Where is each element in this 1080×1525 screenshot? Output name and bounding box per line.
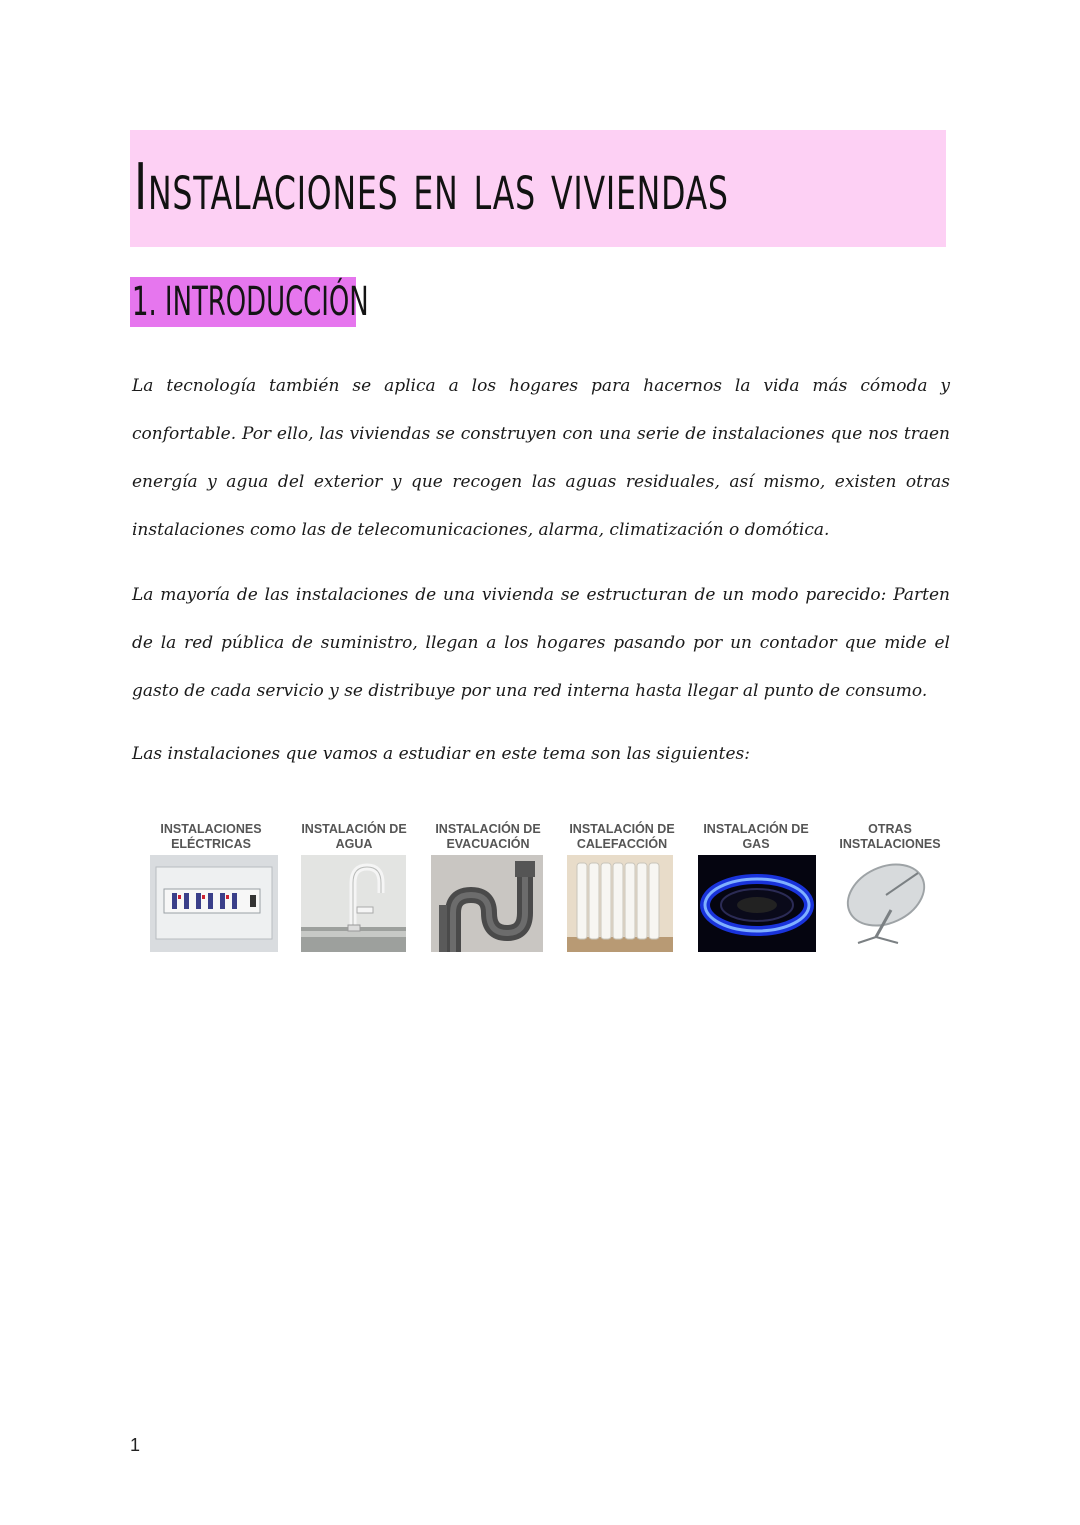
installation-caption: INSTALACIÓN DE GAS	[703, 822, 809, 851]
gas-flame-icon	[698, 855, 816, 952]
installation-item-electrical	[140, 822, 282, 854]
installation-item-water	[292, 822, 416, 854]
paragraph-structure: La mayoría de las instalaciones de una vivienda se estructuran de un modo parecido: Parten de la red pública de suministro, llegan a los hogares pasando por un contador que mide el gasto de cada servicio y se distribuye por una red interna hasta llegar al punto de consumo.	[132, 585, 950, 701]
installation-caption: INSTALACIÓN DE AGUA	[301, 822, 407, 851]
installation-item-gas	[694, 822, 818, 854]
page-title: Instalaciones en las viviendas	[134, 151, 729, 225]
installations-gallery	[140, 822, 950, 962]
satellite-dish-icon	[836, 855, 942, 952]
page-number: 1	[130, 1435, 141, 1455]
drain-pipe-icon	[431, 855, 543, 952]
installation-caption: OTRAS INSTALACIONES	[839, 822, 941, 851]
section-heading: 1. INTRODUCCIÓN	[132, 279, 369, 325]
section-highlight	[130, 277, 369, 327]
paragraph-intro: La tecnología también se aplica a los hogares para hacernos la vida más cómoda y confortable. Por ello, las viviendas se construyen con una serie de instalaciones que nos traen energía y agua del exterior y que recogen las aguas residuales, así mismo, existen otras instalaciones como las de telecomunicaciones, alarma, climatización o domótica.	[132, 376, 950, 540]
paragraph-list-lead: Las instalaciones que vamos a estudiar en este tema son las siguientes:	[132, 744, 750, 764]
title-highlight	[130, 130, 946, 247]
installation-item-other	[828, 822, 952, 854]
installation-caption: INSTALACIÓN DE CALEFACCIÓN	[569, 822, 675, 851]
installation-caption: INSTALACIÓN DE EVACUACIÓN	[435, 822, 541, 851]
faucet-icon	[301, 855, 406, 952]
radiator-icon	[567, 855, 673, 952]
electrical-panel-icon	[150, 855, 278, 952]
installation-caption: INSTALACIONES ELÉCTRICAS	[160, 822, 262, 851]
installation-item-heating	[560, 822, 684, 854]
installation-item-drain	[426, 822, 550, 854]
